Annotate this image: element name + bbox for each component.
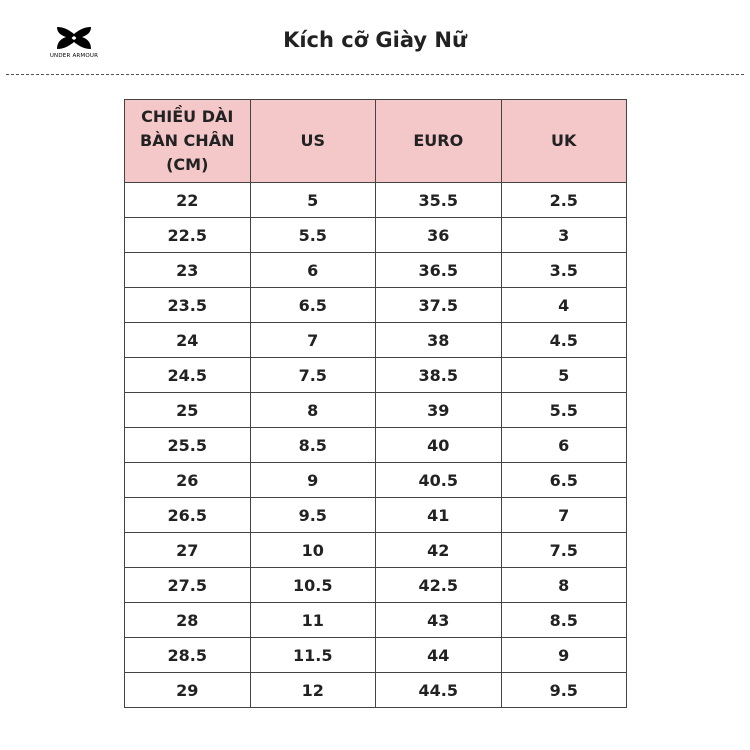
table-row (125, 288, 627, 323)
cell-uk: 8.5 (501, 603, 627, 638)
cell-euro: 42.5 (376, 568, 502, 603)
table-row (125, 358, 627, 393)
cell-euro: 39 (376, 393, 502, 428)
cell-us: 7 (250, 323, 376, 358)
cell-uk: 3.5 (501, 253, 627, 288)
logo-wordmark: UNDER ARMOUR (49, 53, 99, 59)
cell-euro: 44 (376, 638, 502, 673)
cell-uk: 8 (501, 568, 627, 603)
cell-uk: 6.5 (501, 463, 627, 498)
table-row (125, 568, 627, 603)
cell-us: 8.5 (250, 428, 376, 463)
table-row (125, 253, 627, 288)
cell-uk: 4 (501, 288, 627, 323)
cell-uk: 2.5 (501, 183, 627, 218)
table-row (125, 638, 627, 673)
cell-uk: 7 (501, 498, 627, 533)
column-header-foot-length: CHIỀU DÀI BÀN CHÂN (CM) (125, 100, 251, 183)
cell-uk: 3 (501, 218, 627, 253)
cell-foot-length: 24 (125, 323, 251, 358)
table-row (125, 463, 627, 498)
cell-euro: 42 (376, 533, 502, 568)
cell-foot-length: 23.5 (125, 288, 251, 323)
cell-uk: 5 (501, 358, 627, 393)
cell-foot-length: 28 (125, 603, 251, 638)
table-row (125, 183, 627, 218)
column-header-uk: UK (501, 100, 627, 183)
cell-uk: 7.5 (501, 533, 627, 568)
cell-uk: 5.5 (501, 393, 627, 428)
cell-us: 5 (250, 183, 376, 218)
cell-us: 6.5 (250, 288, 376, 323)
cell-foot-length: 22 (125, 183, 251, 218)
table-body (125, 183, 627, 708)
table-row (125, 533, 627, 568)
cell-foot-length: 29 (125, 673, 251, 708)
cell-uk: 9 (501, 638, 627, 673)
cell-us: 11 (250, 603, 376, 638)
table-header-row (125, 100, 627, 183)
cell-us: 12 (250, 673, 376, 708)
cell-euro: 38 (376, 323, 502, 358)
cell-uk: 4.5 (501, 323, 627, 358)
cell-us: 10.5 (250, 568, 376, 603)
cell-us: 7.5 (250, 358, 376, 393)
size-chart-table (124, 99, 627, 708)
cell-foot-length: 25.5 (125, 428, 251, 463)
cell-euro: 43 (376, 603, 502, 638)
column-header-euro: EURO (376, 100, 502, 183)
cell-foot-length: 27 (125, 533, 251, 568)
table-row (125, 498, 627, 533)
cell-euro: 44.5 (376, 673, 502, 708)
cell-euro: 41 (376, 498, 502, 533)
table-row (125, 323, 627, 358)
cell-euro: 38.5 (376, 358, 502, 393)
cell-foot-length: 26 (125, 463, 251, 498)
cell-foot-length: 22.5 (125, 218, 251, 253)
page-title: Kích cỡ Giày Nữ (283, 28, 467, 52)
table-row (125, 218, 627, 253)
cell-euro: 36.5 (376, 253, 502, 288)
cell-euro: 40 (376, 428, 502, 463)
table-row (125, 393, 627, 428)
table-row (125, 673, 627, 708)
cell-foot-length: 24.5 (125, 358, 251, 393)
cell-euro: 40.5 (376, 463, 502, 498)
cell-euro: 37.5 (376, 288, 502, 323)
cell-us: 5.5 (250, 218, 376, 253)
cell-us: 8 (250, 393, 376, 428)
cell-us: 6 (250, 253, 376, 288)
cell-uk: 6 (501, 428, 627, 463)
cell-foot-length: 26.5 (125, 498, 251, 533)
cell-uk: 9.5 (501, 673, 627, 708)
cell-foot-length: 23 (125, 253, 251, 288)
header-divider (6, 74, 744, 75)
column-header-us: US (250, 100, 376, 183)
cell-us: 9 (250, 463, 376, 498)
cell-foot-length: 27.5 (125, 568, 251, 603)
cell-foot-length: 25 (125, 393, 251, 428)
table-row (125, 603, 627, 638)
cell-us: 10 (250, 533, 376, 568)
cell-us: 11.5 (250, 638, 376, 673)
cell-foot-length: 28.5 (125, 638, 251, 673)
cell-euro: 35.5 (376, 183, 502, 218)
table-row (125, 428, 627, 463)
cell-euro: 36 (376, 218, 502, 253)
cell-us: 9.5 (250, 498, 376, 533)
